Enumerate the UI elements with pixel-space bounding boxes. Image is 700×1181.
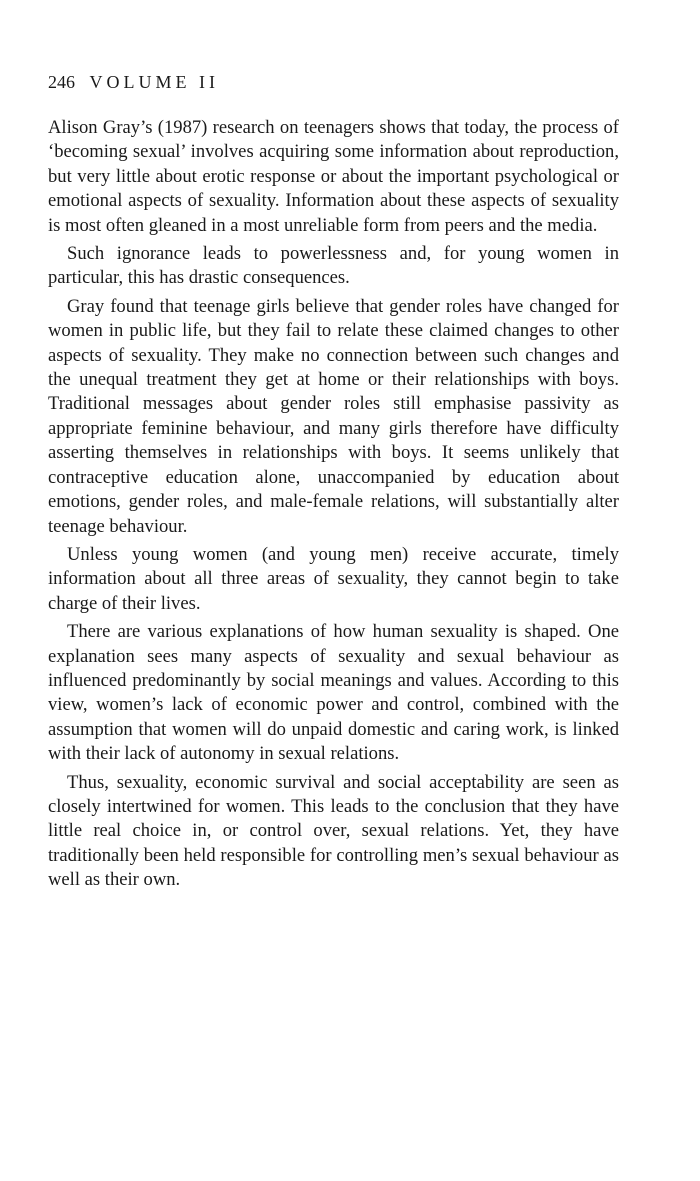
paragraph-ignorance: Such ignorance leads to powerlessness and, for young women in particular, this has drastic consequences.	[48, 243, 619, 289]
body-text	[48, 116, 619, 897]
paragraph-gray-research: Alison Gray’s (1987) research on teenagers shows that today, the process of ‘becoming sexual’ involves acquiring some information about reproduction, but very little about erotic response or about the important psychological or emotional aspects of sexuality. Information about these aspects of sexuality is most often gleaned in a most unreliable form from peers and the media.	[48, 117, 619, 236]
volume-label: VOLUME II	[89, 72, 219, 92]
paragraph-intertwined: Thus, sexuality, economic survival and social acceptability are seen as closely intertwined for women. This leads to the conclusion that they have little real choice in, or control over, sexual relations. Yet, they have traditionally been held responsible for controlling men’s sexual behaviour as well as their own.	[48, 771, 619, 891]
running-head	[48, 70, 219, 94]
page-number: 246	[48, 72, 75, 92]
paragraph-accurate-information: Unless young women (and young men) receive accurate, timely information about all three areas of sexuality, they cannot begin to take charge of their lives.	[48, 543, 619, 614]
paragraph-gender-roles: Gray found that teenage girls believe that gender roles have changed for women in public life, but they fail to relate these claimed changes to other aspects of sexuality. They make no connection between such changes and the unequal treatment they get at home or their relationships with boys. Traditional messages about gender roles still emphasise passivity as appropriate feminine behaviour, and many girls therefore have difficulty asserting themselves in relationships with boys. It seems unlikely that contraceptive education alone, unaccompanied by education about emotions, gender roles, and male-female relations, will substantially alter teenage behaviour.	[48, 295, 619, 537]
paragraph-explanations: There are various explanations of how human sexuality is shaped. One explanation sees many aspects of sexuality and sexual behaviour as influenced predominantly by social meanings and values. According to this view, women’s lack of economic power and control, combined with the assumption that women will do unpaid domestic and caring work, is linked with their lack of autonomy in sexual relations.	[48, 621, 619, 765]
